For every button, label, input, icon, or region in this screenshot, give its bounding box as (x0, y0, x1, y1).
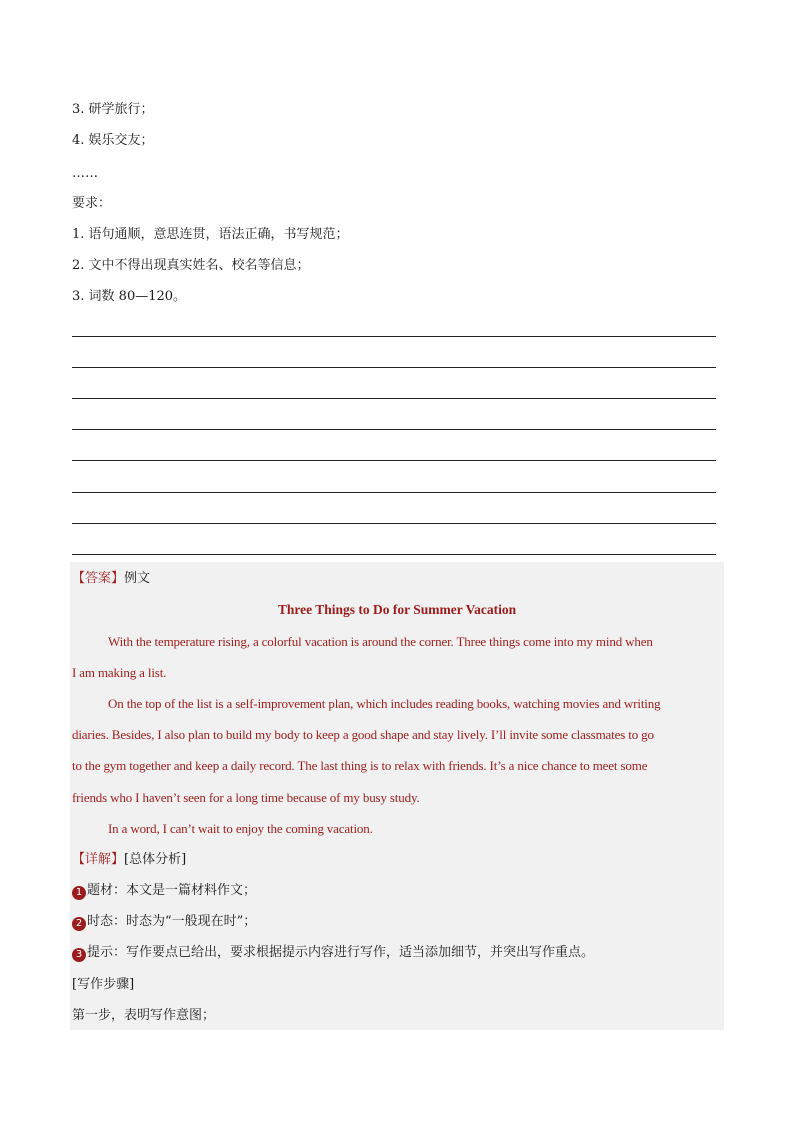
answer-label-suffix: 例文 (124, 571, 151, 586)
detail-point-3 (72, 944, 594, 962)
detail-point-2-text: 时态：时态为“一般现在时”； (87, 914, 257, 929)
prompt-item-4: 4. 娱乐交友； (72, 133, 154, 148)
detail-section-steps: [写作步骤] (72, 977, 135, 992)
circled-number-2: 2 (72, 917, 86, 931)
detail-point-1 (72, 882, 256, 900)
answer-bracket-label: 【答案】 (72, 571, 125, 586)
writing-line (72, 429, 716, 430)
detail-bracket-label: 【详解】 (72, 852, 125, 867)
writing-line (72, 460, 716, 461)
detail-point-3-text: 提示：写作要点已给出，要求根据提示内容进行写作，适当添加细节，并突出写作重点。 (87, 945, 595, 960)
detail-step-1: 第一步，表明写作意图； (72, 1008, 216, 1023)
essay-line: diaries. Besides, I also plan to build my body to keep a good shape and stay lively. I’ll invite some classmates to go (72, 727, 654, 742)
requirement-2: 2. 文中不得出现真实姓名、校名等信息； (72, 258, 310, 273)
writing-line (72, 367, 716, 368)
essay-line: In a word, I can’t wait to enjoy the coming vacation. (108, 821, 373, 836)
essay-line: I am making a list. (72, 665, 167, 680)
writing-line (72, 554, 716, 555)
circled-number-1: 1 (72, 886, 86, 900)
circled-number-3: 3 (72, 948, 86, 962)
writing-line (72, 492, 716, 493)
detail-point-2 (72, 913, 256, 931)
writing-line (72, 336, 716, 337)
prompt-item-3: 3. 研学旅行； (72, 102, 154, 117)
detail-label (72, 851, 186, 869)
writing-line (72, 523, 716, 524)
requirement-3: 3. 词数 80—120。 (72, 289, 187, 304)
essay-line: friends who I haven’t seen for a long time because of my busy study. (72, 790, 420, 805)
writing-line (72, 398, 716, 399)
detail-section-overall: [总体分析] (124, 852, 187, 867)
ellipsis: …… (72, 166, 98, 181)
requirement-1: 1. 语句通顺，意思连贯，语法正确，书写规范； (72, 227, 349, 242)
answer-label (72, 570, 150, 588)
requirements-heading: 要求： (72, 196, 112, 211)
essay-title: Three Things to Do for Summer Vacation (277, 602, 517, 617)
essay-line: With the temperature rising, a colorful vacation is around the corner. Three things come into my mind when (108, 634, 653, 649)
essay-line: to the gym together and keep a daily record. The last thing is to relax with friends. It’s a nice chance to meet some (72, 758, 648, 773)
detail-point-1-text: 题材：本文是一篇材料作文； (87, 883, 257, 898)
essay-line: On the top of the list is a self-improvement plan, which includes reading books, watching movies and writing (108, 696, 661, 711)
